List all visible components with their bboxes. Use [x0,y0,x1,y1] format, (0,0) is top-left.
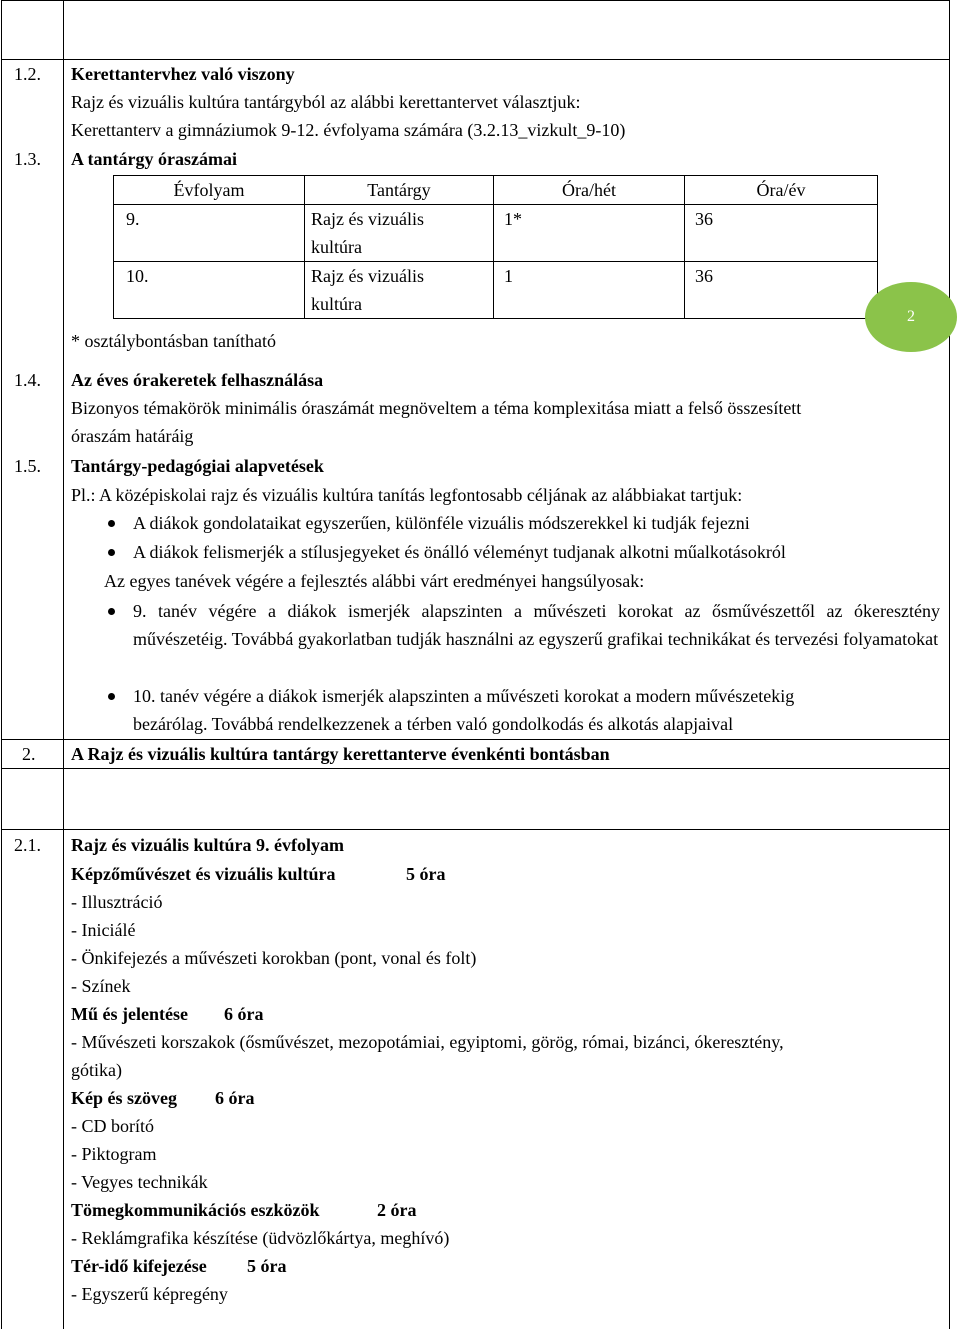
subject-cell [305,205,494,262]
bullet-icon [108,520,115,527]
topic-hours: 2 óra [377,1200,417,1220]
topic-hours: 5 óra [406,864,446,884]
topic-item: - Művészeti korszakok (ősművészet, mezopotámiai, egyiptomi, görög, római, bizánci, ókeresztény, [71,1032,784,1052]
topic-item: - Színek [71,976,131,996]
topic-title: Képzőművészet és vizuális kultúra [71,864,336,884]
paragraph-line: Pl.: A középiskolai rajz és vizuális kultúra tanítás legfontosabb céljának az alábbiakat tartjuk: [71,485,743,505]
section-number: 1.3. [14,149,41,169]
bullet-text: 9. tanév végére a diákok ismerjék alapszinten a művészeti korokat az ősművészettől az ókeresztény művészetéig. Továbbá gyakorlatban tudják használni az egyszerű grafikai technikákat és tervezési folyamatokat [133,601,940,649]
topic-title: Tömegkommunikációs eszközök [71,1200,320,1220]
per-year-cell: 36 [685,262,878,319]
per-year-cell: 36 [685,205,878,262]
mid-empty-content-cell [63,768,950,830]
subject-line: Rajz és vizuális [311,266,424,286]
bullet-text: A diákok gondolataikat egyszerűen, különféle vizuális módszerekkel ki tudják fejezni [133,513,750,533]
paragraph-line: Bizonyos témakörök minimális óraszámát megnöveltem a téma komplexitása miatt a felső összesített [71,398,802,418]
subject-cell [305,262,494,319]
section-number: 1.4. [14,370,41,390]
table-note: * osztálybontásban tanítható [71,331,276,351]
hours-table [113,175,878,319]
topic-item: - Iniciálé [71,920,136,940]
hours-table-row [114,205,878,262]
topic-item: - CD borító [71,1116,154,1136]
bullet-text: bezárólag. Továbbá rendelkezzenek a térben való gondolkodás és alkotás alapjaival [133,714,734,734]
section-number: 2.1. [14,835,41,855]
section-number: 1.2. [14,64,41,84]
per-week-cell: 1 [494,262,685,319]
top-empty-content-cell [63,0,950,60]
topic-item: - Önkifejezés a művészeti korokban (pont, vonal és folt) [71,948,477,968]
topic-item: - Egyszerű képregény [71,1284,228,1304]
header-ora-ev: Óra/év [685,176,878,205]
bullet-text: 10. tanév végére a diákok ismerjék alapszinten a művészeti korokat a modern művészetekig [133,686,795,706]
paragraph-line: Rajz és vizuális kultúra tantárgyból az alábbi kerettantervet választjuk: [71,92,581,112]
topic-item: gótika) [71,1060,122,1080]
hours-table-left-border [113,175,114,317]
topic-item: - Reklámgrafika készítése (üdvözlőkártya, meghívó) [71,1228,450,1248]
subject-line: Rajz és vizuális [311,209,424,229]
header-tantargy: Tantárgy [305,176,494,205]
year-cell: 10. [114,262,305,319]
topic-title: Tér-idő kifejezése [71,1256,207,1276]
mid-empty-num-cell [1,768,64,830]
bullet-icon [108,549,115,556]
topic-item: - Piktogram [71,1144,157,1164]
topic-item: - Vegyes technikák [71,1172,208,1192]
year-cell: 9. [114,205,305,262]
per-week-cell: 1* [494,205,685,262]
topic-hours: 6 óra [215,1088,255,1108]
bullet-icon [108,693,115,700]
hours-table-header-row [114,176,878,205]
subject-line: kultúra [311,294,362,314]
paragraph-line: óraszám határáig [71,426,194,446]
header-evfolyam: Évfolyam [114,176,305,205]
top-empty-num-cell [1,0,64,60]
section-number: 2. [22,744,36,764]
topic-title: Kép és szöveg [71,1088,177,1108]
section-heading: A Rajz és vizuális kultúra tantárgy kerettanterve évenkénti bontásban [71,744,610,764]
bullet-text: A diákok felismerjék a stílusjegyeket és önálló véleményt tudjanak alkotni műalkotásokról [133,542,786,562]
paragraph-line: Kerettanterv a gimnáziumok 9-12. évfolyama számára (3.2.13_vizkult_9-10) [71,120,626,140]
topic-hours: 5 óra [247,1256,287,1276]
bullet-icon [108,608,115,615]
header-ora-het: Óra/hét [494,176,685,205]
section-21-num-cell [1,829,64,1329]
topic-item: - Illusztráció [71,892,163,912]
hours-table-row [114,262,878,319]
topic-title: Mű és jelentése [71,1004,188,1024]
section-heading: Az éves órakeretek felhasználása [71,370,324,390]
section-heading: Tantárgy-pedagógiai alapvetések [71,456,324,476]
section-heading: Kerettantervhez való viszony [71,64,295,84]
section-number: 1.5. [14,456,41,476]
topic-hours: 6 óra [224,1004,264,1024]
subject-line: kultúra [311,237,362,257]
section-heading: A tantárgy óraszámai [71,149,237,169]
paragraph-line: Az egyes tanévek végére a fejlesztés alábbi várt eredményei hangsúlyosak: [104,571,645,591]
page-number-badge: 2 [865,282,957,352]
section-heading: Rajz és vizuális kultúra 9. évfolyam [71,835,344,855]
